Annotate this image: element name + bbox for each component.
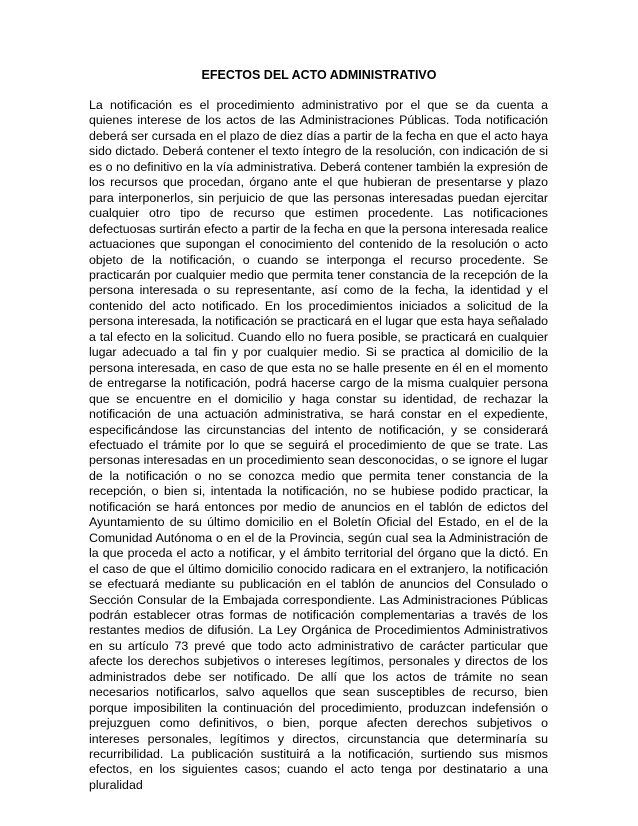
body-paragraph: La notificación es el procedimiento administrativo por el que se da cuenta a quienes interese de los actos de las Administraciones Públicas. Toda notificación deberá ser cursada en el plazo de diez días a partir de la fecha en que el acto haya sido dictado. Deberá contener el texto íntegro de la resolución, con indicación de si es o no definitivo en la vía administrativa. Deberá contener también la expresión de los recursos que procedan, órgano ante el que hubieran de presentarse y plazo para interponerlos, sin perjuicio de que las personas interesadas puedan ejercitar cualquier otro tipo de recurso que estimen procedente. Las notificaciones defectuosas surtirán efecto a partir de la fecha en que la persona interesada realice actuaciones que supongan el conocimiento del contenido de la resolución o acto objeto de la notificación, o cuando se interponga el recurso procedente. Se practicarán por cualquier medio que permita tener constancia de la recepción de la persona interesada o su representante, así como de la fecha, la identidad y el contenido del acto notificado. En los procedimientos iniciados a solicitud de la persona interesada, la notificación se practicará en el lugar que esta haya señalado a tal efecto en la solicitud. Cuando ello no fuera posible, se practicará en cualquier lugar adecuado a tal fin y por cualquier medio. Si se practica al domicilio de la persona interesada, en caso de que esta no se halle presente en él en el momento de entregarse la notificación, podrá hacerse cargo de la misma cualquier persona que se encuentre en el domicilio y haga constar su identidad, de rechazar la notificación de una actuación administrativa, se hará constar en el expediente, especificándose las circunstancias del intento de notificación, y se considerará efectuado el trámite por lo que se seguirá el procedimiento de que se trate. Las personas interesadas en un procedimiento sean desconocidas, o se ignore el lugar de la notificación o no se conozca medio que permita tener constancia de la recepción, o bien si, intentada la notificación, no se hubiese podido practicar, la notificación se hará entonces por medio de anuncios en el tablón de edictos del Ayuntamiento de su último domicilio en el Boletín Oficial del Estado, en el de la Comunidad Autónoma o en el de la Provincia, según cual sea la Administración de la que proceda el acto a notificar, y el ámbito territorial del órgano que la dictó. En el caso de que el último domicilio conocido radicara en el extranjero, la notificación se efectuará mediante su publicación en el tablón de anuncios del Consulado o Sección Consular de la Embajada correspondiente. Las Administraciones Públicas podrán establecer otras formas de notificación complementarias a través de los restantes medios de difusión. La Ley Orgánica de Procedimientos Administrativos en su artículo 73 prevé que todo acto administrativo de carácter particular que afecte los derechos subjetivos o intereses legítimos, personales y directos de los administrados debe ser notificado. De allí que los actos de trámite no sean necesarios notificarlos, salvo aquellos que sean susceptibles de recurso, bien porque imposibiliten la continuación del procedimiento, produzcan indefensión o prejuzguen como definitivos, o bien, porque afecten derechos subjetivos o intereses personales, legítimos y directos, circunstancia que determinaría su recurribilidad. La publicación sustituirá a la notificación, surtiendo sus mismos efectos, en los siguientes casos; cuando el acto tenga por destinatario a una pluralidad bbox=[89, 98, 548, 792]
document-title: EFECTOS DEL ACTO ADMINISTRATIVO bbox=[201, 68, 437, 82]
